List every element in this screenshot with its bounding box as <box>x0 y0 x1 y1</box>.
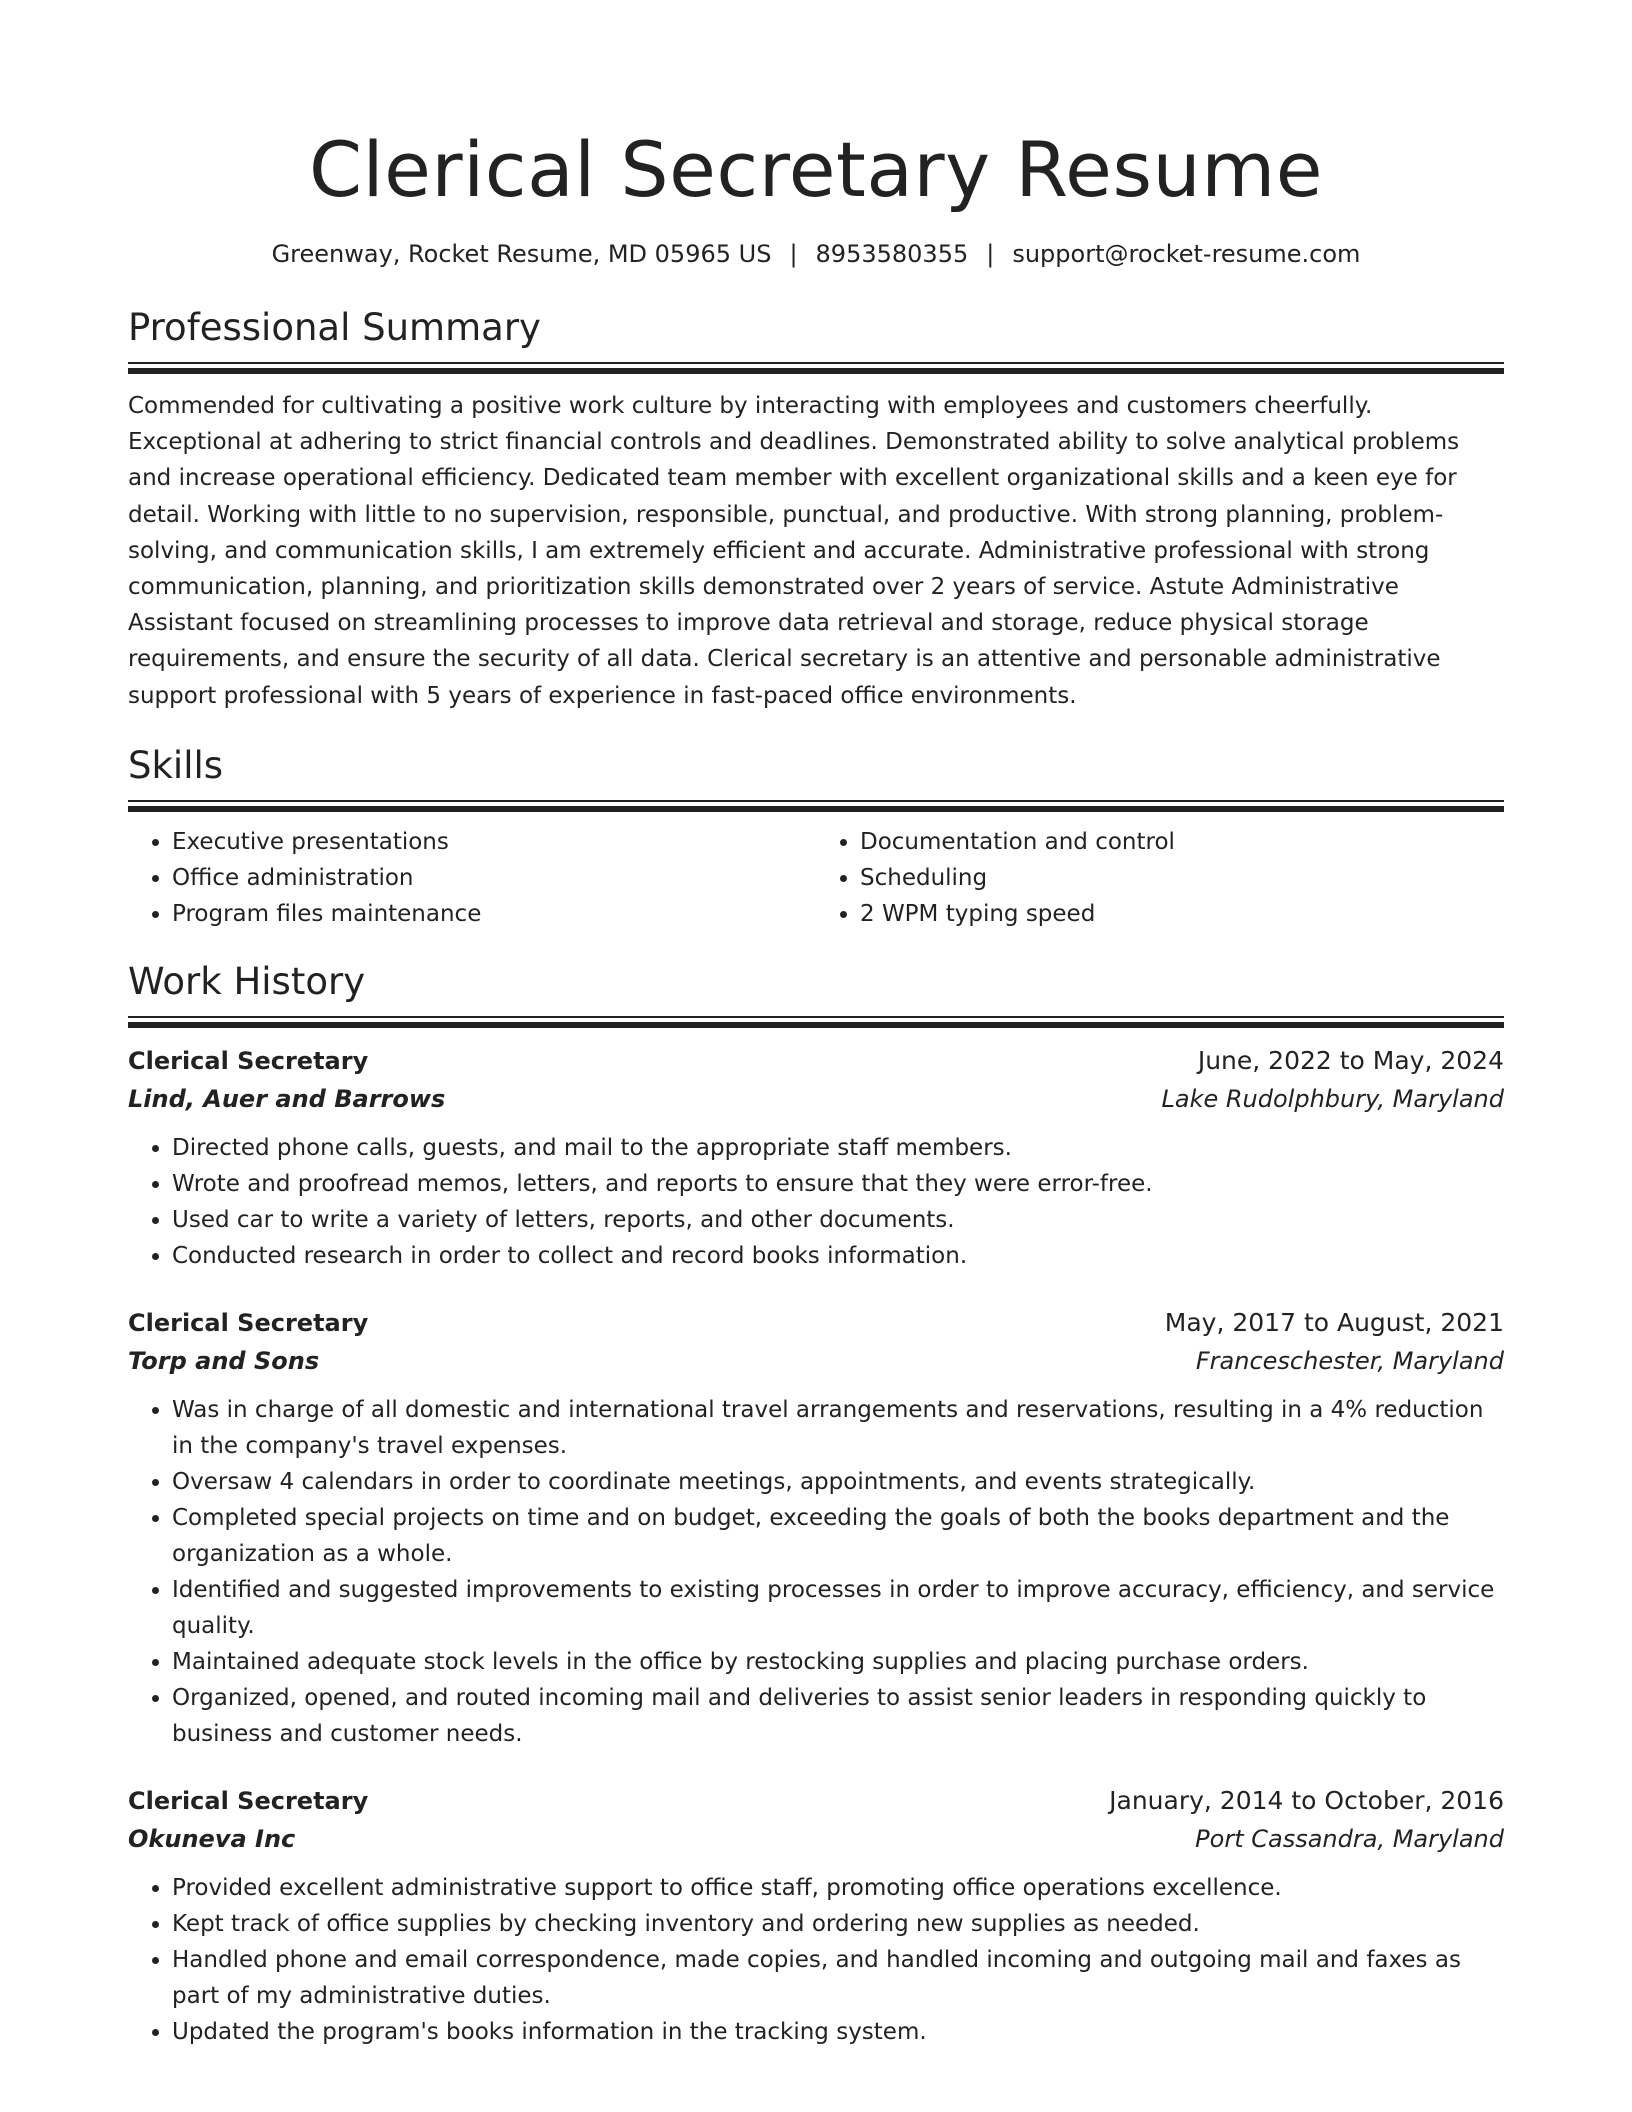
job-bullet: • Identified and suggested improvements to existing processes in order to improve accuracy, efficiency, and service quality. <box>172 1572 1504 1644</box>
job-dates: May, 2017 to August, 2021 <box>1164 1307 1504 1337</box>
skill-item: • Documentation and control <box>860 824 1504 860</box>
job-bullet: • Completed special projects on time and on budget, exceeding the goals of both the books department and the organization as a whole. <box>172 1500 1504 1572</box>
job-header-row <box>128 1304 1504 1342</box>
contact-line <box>128 238 1504 270</box>
job-bullet-list <box>128 1870 1504 2050</box>
resume-page <box>128 0 1504 2050</box>
section-divider <box>128 362 1504 374</box>
job-subheader-row <box>128 1820 1504 1858</box>
job-bullet-list <box>128 1392 1504 1752</box>
contact-separator: | <box>986 240 995 268</box>
job-bullet: • Wrote and proofread memos, letters, and reports to ensure that they were error-free. <box>172 1166 1504 1202</box>
resume-name: Clerical Secretary Resume <box>308 125 1323 214</box>
job-bullet: • Kept track of office supplies by checking inventory and ordering new supplies as needed. <box>172 1906 1504 1942</box>
contact-address: Greenway, Rocket Resume, MD 05965 US <box>271 240 772 268</box>
section-title-work-history: Work History <box>128 959 366 1003</box>
skills-list-right <box>816 824 1504 932</box>
job-bullet: • Maintained adequate stock levels in the office by restocking supplies and placing purchase orders. <box>172 1644 1504 1680</box>
skill-item: • Executive presentations <box>172 824 816 860</box>
job-bullet: • Was in charge of all domestic and international travel arrangements and reservations, resulting in a 4% reduction in the company's travel expenses. <box>172 1392 1504 1464</box>
job-dates: January, 2014 to October, 2016 <box>1109 1785 1504 1815</box>
contact-phone: 8953580355 <box>815 240 969 268</box>
job-bullet: • Used car to write a variety of letters, reports, and other documents. <box>172 1202 1504 1238</box>
job-entry <box>128 1304 1504 1752</box>
section-divider <box>128 1016 1504 1028</box>
section-divider <box>128 800 1504 812</box>
job-title: Clerical Secretary <box>128 1308 369 1337</box>
skill-item: • Program files maintenance <box>172 896 816 932</box>
job-location: Lake Rudolphbury, Maryland <box>1161 1084 1504 1113</box>
job-subheader-row <box>128 1080 1504 1118</box>
skill-item: • Office administration <box>172 860 816 896</box>
job-title: Clerical Secretary <box>128 1046 369 1075</box>
job-bullet: • Conducted research in order to collect and record books information. <box>172 1238 1504 1274</box>
skills-section <box>128 742 1504 932</box>
job-bullet: • Handled phone and email correspondence, made copies, and handled incoming and outgoing mail and faxes as part of my administrative duties. <box>172 1942 1504 2014</box>
job-bullet: • Oversaw 4 calendars in order to coordinate meetings, appointments, and events strategically. <box>172 1464 1504 1500</box>
section-title-summary: Professional Summary <box>128 306 541 349</box>
summary-text: Commended for cultivating a positive work culture by interacting with employees and customers cheerfully. Exceptional at adhering to strict financial controls and deadlines. Demonstrated ability to solve analytical problems and increase operational efficiency. Dedicated team member with excellent organizational skills and a keen eye for detail. Working with little to no supervision, responsible, punctual, and productive. With strong planning, problem-solving, and communication skills, I am extremely efficient and accurate. Administrative professional with strong communication, planning, and prioritization skills demonstrated over 2 years of service. Astute Administrative Assistant focused on streamlining processes to improve data retrieval and storage, reduce physical storage requirements, and ensure the security of all data. Clerical secretary is an attentive and personable administrative support professional with 5 years of experience in fast-paced office environments. <box>128 393 1460 709</box>
skill-item: • Scheduling <box>860 860 1504 896</box>
job-location: Port Cassandra, Maryland <box>1195 1824 1504 1853</box>
job-entry <box>128 1782 1504 2050</box>
job-header-row <box>128 1782 1504 1820</box>
contact-email: support@rocket-resume.com <box>1012 240 1361 268</box>
job-company: Lind, Auer and Barrows <box>128 1084 446 1113</box>
job-subheader-row <box>128 1342 1504 1380</box>
summary-section <box>128 304 1504 714</box>
job-company: Okuneva Inc <box>128 1824 296 1853</box>
job-company: Torp and Sons <box>128 1346 320 1375</box>
skill-item: • 2 WPM typing speed <box>860 896 1504 932</box>
job-header-row <box>128 1042 1504 1080</box>
skills-columns <box>128 824 1504 932</box>
job-dates: June, 2022 to May, 2024 <box>1197 1045 1504 1075</box>
job-entry <box>128 1042 1504 1274</box>
section-title-skills: Skills <box>128 743 224 787</box>
job-bullet: • Updated the program's books information in the tracking system. <box>172 2014 1504 2050</box>
job-bullet: • Provided excellent administrative support to office staff, promoting office operations excellence. <box>172 1870 1504 1906</box>
job-bullet-list <box>128 1130 1504 1274</box>
job-bullet: • Directed phone calls, guests, and mail to the appropriate staff members. <box>172 1130 1504 1166</box>
job-bullet: • Organized, opened, and routed incoming mail and deliveries to assist senior leaders in responding quickly to business and customer needs. <box>172 1680 1504 1752</box>
contact-separator: | <box>789 240 798 268</box>
job-title: Clerical Secretary <box>128 1786 369 1815</box>
skills-list-left <box>128 824 816 932</box>
work-history-section <box>128 958 1504 2050</box>
job-location: Franceschester, Maryland <box>1195 1346 1504 1375</box>
